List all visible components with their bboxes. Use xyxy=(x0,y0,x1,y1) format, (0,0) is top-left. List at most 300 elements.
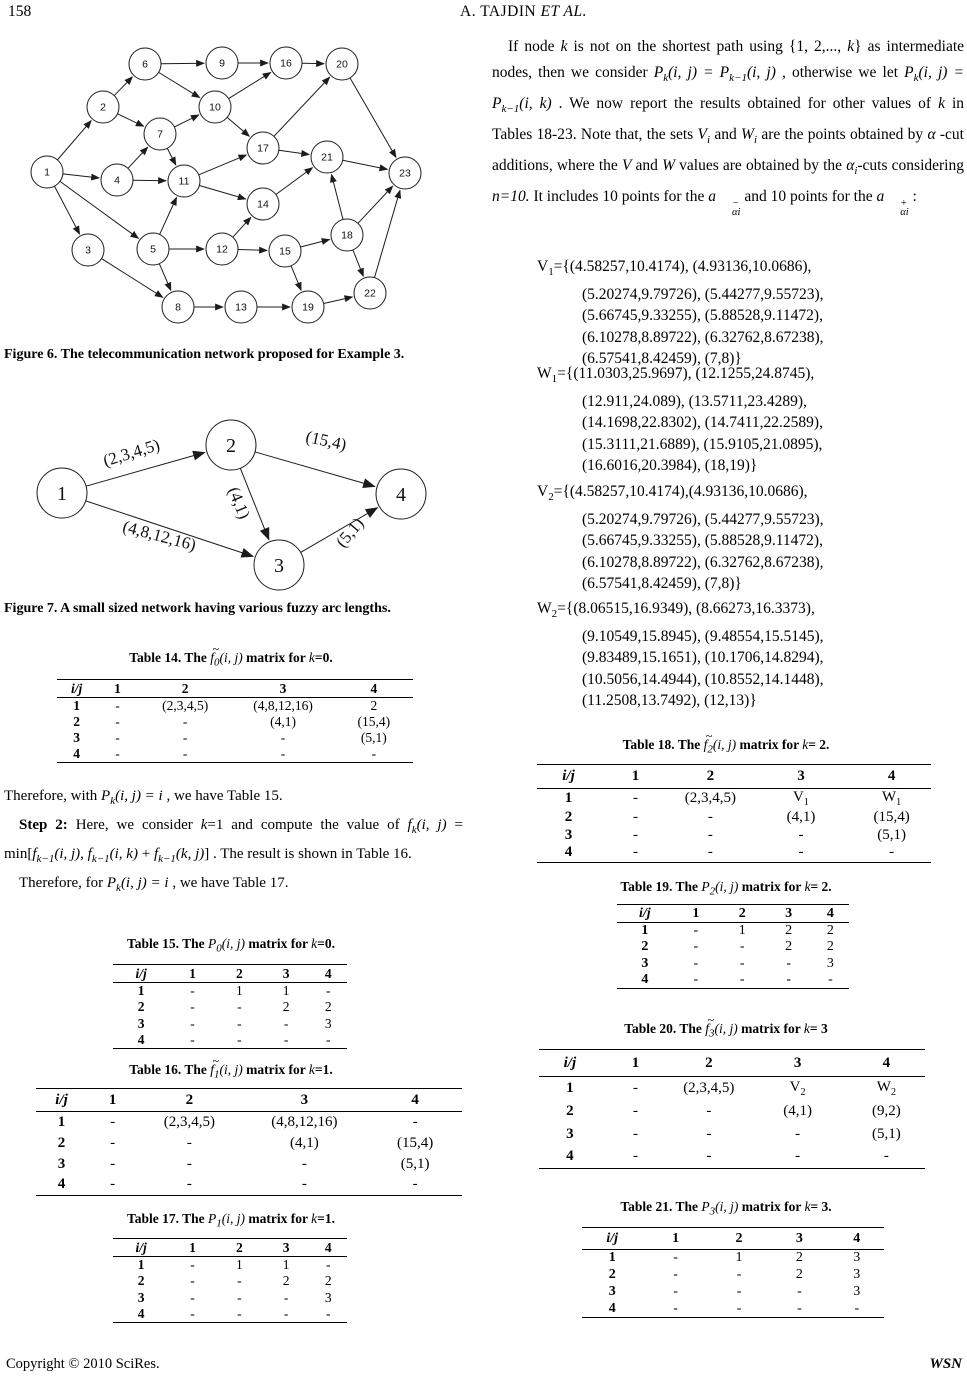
matrix-cell: - xyxy=(706,1148,712,1165)
matrix-cell: - xyxy=(786,955,791,971)
matrix-cell: - xyxy=(280,746,286,761)
node-10 xyxy=(199,91,231,123)
node-14 xyxy=(247,188,279,220)
matrix-cell: - xyxy=(632,808,638,825)
matrix-cell: 1 xyxy=(735,1250,743,1266)
row-header: 2 xyxy=(608,1267,616,1282)
set-line: (6.10278,8.89722), (6.32762,8.67238), xyxy=(582,328,824,346)
edge-5-11 xyxy=(160,197,177,234)
edge-2-6 xyxy=(114,77,132,96)
figure6-network-diagram xyxy=(22,36,462,338)
edge-label-1-3: (4,8,12,16) xyxy=(120,516,199,555)
node-label: 2 xyxy=(100,101,106,114)
column-header: 3 xyxy=(231,680,334,698)
matrix-cell: - xyxy=(190,1015,195,1031)
column-header: i/j xyxy=(582,1228,642,1250)
edge-label-2-4: (15,4) xyxy=(304,427,349,455)
row-header: 3 xyxy=(137,1289,145,1305)
matrix-cell: - xyxy=(707,826,713,843)
node-2 xyxy=(206,420,256,470)
column-header: i/j xyxy=(537,765,600,789)
column-header: 3 xyxy=(750,765,852,789)
edge-18-22 xyxy=(353,250,363,276)
row-header: 3 xyxy=(641,955,649,971)
node-12 xyxy=(206,233,238,265)
edge-7-11 xyxy=(167,148,176,165)
set-V2 xyxy=(492,481,964,595)
matrix-cell: - xyxy=(889,844,895,861)
table-21 xyxy=(582,1227,884,1318)
matrix-cell: 2 xyxy=(282,1273,290,1289)
edge-15-19 xyxy=(291,266,301,291)
table-row xyxy=(36,1154,462,1175)
table-18-title: Table 18. The ~ $f_2(i$, j) matrix for k= 2. xyxy=(622,729,830,756)
matrix-cell: 2 xyxy=(324,999,332,1015)
column-header: 1 xyxy=(169,1239,216,1257)
paragraph-step2: Step 2: Here, we consider k=1 and compute the value of $f_k(i$, $j) = \min[f_{k-1}(i$, j), $f_{k-1}(i$, $k) + f_{k-1}(k$, j)] . The result is shown in Table 16. xyxy=(4,817,463,865)
matrix-cell: - xyxy=(115,698,120,713)
set-line: $W_2=\{(8.06515,16.9349)$, (8.66273,16.3373), xyxy=(537,600,815,621)
set-line: (16.6016,20.3984), (18,19)} xyxy=(582,457,758,475)
matrix-cell: - xyxy=(673,1267,678,1282)
column-header: 1 xyxy=(600,765,671,789)
matrix-cell: (5,1) xyxy=(400,1155,430,1172)
matrix-cell: - xyxy=(795,1125,801,1142)
set-line: (6.10278,8.89722), (6.32762,8.67238), xyxy=(582,553,824,571)
set-line: (5.20274,9.79726), (5.44277,9.55723), xyxy=(582,510,824,528)
node-label: 17 xyxy=(257,142,269,155)
matrix-cell: - xyxy=(673,1284,678,1299)
table-15-title: Table 15. The $P_0(i$, j) matrix for k=0. xyxy=(127,936,335,955)
matrix-cell: - xyxy=(186,1176,192,1193)
row-header: 1 xyxy=(641,923,649,938)
matrix-cell: (2,3,4,5) xyxy=(684,790,736,806)
matrix-cell: - xyxy=(186,1134,192,1151)
column-header: 2 xyxy=(709,1228,769,1250)
row-header: 4 xyxy=(137,1032,145,1047)
matrix-cell: - xyxy=(326,983,331,998)
matrix-cell: - xyxy=(412,1176,418,1193)
row-header: 4 xyxy=(73,746,80,761)
matrix-cell: (4,1) xyxy=(289,1134,319,1151)
node-label: 15 xyxy=(279,245,291,258)
matrix-cell: (4,8,12,16) xyxy=(253,698,313,713)
column-header: i/j xyxy=(113,1239,169,1257)
set-line: (6.57541,8.42459), (7,8)} xyxy=(582,350,742,368)
matrix-cell: - xyxy=(237,1306,242,1321)
matrix-cell: - xyxy=(693,939,699,955)
node-label: 19 xyxy=(302,301,314,314)
matrix-cell: $V_1$ xyxy=(793,789,809,808)
edge-1-2 xyxy=(57,121,91,160)
matrix-cell: (2,3,4,5) xyxy=(683,1079,735,1096)
column-header: 3 xyxy=(769,1228,829,1250)
matrix-cell: - xyxy=(883,1148,889,1165)
matrix-cell: - xyxy=(412,1113,418,1130)
set-line: $V_1=\{(4.58257,10.4174)$, (4.93136,10.0686), xyxy=(537,258,812,279)
table-18-container xyxy=(537,764,931,863)
node-label: 3 xyxy=(85,244,91,257)
matrix-cell: (5,1) xyxy=(877,826,906,843)
column-header: 4 xyxy=(368,1089,462,1112)
matrix-cell: - xyxy=(283,1306,289,1321)
matrix-cell: 3 xyxy=(853,1284,861,1299)
node-label: 20 xyxy=(336,58,348,71)
matrix-cell: (5,1) xyxy=(360,730,387,745)
matrix-cell: $W_1$ xyxy=(882,789,902,808)
matrix-cell: (9,2) xyxy=(872,1102,901,1119)
matrix-cell: - xyxy=(707,844,713,861)
row-header: 1 xyxy=(57,1113,66,1130)
matrix-cell: - xyxy=(283,1289,289,1305)
journal-abbreviation: WSN xyxy=(929,1356,962,1372)
column-header: 3 xyxy=(263,965,310,983)
paragraph: Therefore, with $P_k(i$, j) = i , we have Table 15. xyxy=(4,788,283,807)
row-header: 4 xyxy=(641,972,649,987)
matrix-cell: 2 xyxy=(826,939,834,955)
table-row xyxy=(537,808,931,826)
matrix-cell: - xyxy=(736,1267,742,1282)
table-15-container xyxy=(113,964,347,1049)
node-22 xyxy=(354,277,386,309)
table-row xyxy=(113,999,347,1016)
column-header: 1 xyxy=(673,905,719,923)
table-row xyxy=(113,1032,347,1049)
edge-4-7 xyxy=(128,147,148,168)
set-line: (9.83489,15.1651), (10.1706,14.8294), xyxy=(582,649,824,667)
matrix-cell: - xyxy=(115,746,120,761)
matrix-cell: $V_2$ xyxy=(789,1078,806,1098)
table-16-container xyxy=(36,1088,462,1196)
page-number: 158 xyxy=(8,3,32,20)
node-11 xyxy=(168,165,200,197)
matrix-cell: - xyxy=(798,826,804,843)
set-line: (14.1698,22.8302), (14.7411,22.2589), xyxy=(582,414,823,432)
matrix-cell: - xyxy=(632,826,638,843)
left-column-paragraphs xyxy=(4,784,463,900)
matrix-cell: - xyxy=(237,1273,242,1289)
matrix-cell: - xyxy=(115,730,120,745)
node-label: 9 xyxy=(219,57,225,70)
edge-label-2-3: (4,1) xyxy=(224,484,255,522)
node-4 xyxy=(376,469,426,519)
node-label: 3 xyxy=(274,554,284,577)
node-label: 2 xyxy=(226,434,236,457)
matrix-cell: 2 xyxy=(795,1250,803,1266)
edge-20-23 xyxy=(350,78,396,158)
column-header: 2 xyxy=(216,1239,263,1257)
edge-label-1-2: (2,3,4,5) xyxy=(100,435,162,471)
set-line: (5.20274,9.79726), (5.44277,9.55723), xyxy=(582,285,824,303)
matrix-cell: (4,1) xyxy=(786,808,816,825)
table-row xyxy=(537,826,931,844)
row-header: 4 xyxy=(608,1300,616,1316)
matrix-cell: - xyxy=(182,746,188,761)
matrix-cell: - xyxy=(706,1102,712,1119)
matrix-cell: - xyxy=(190,1257,195,1272)
matrix-cell: - xyxy=(280,730,286,745)
column-header: 4 xyxy=(812,905,849,923)
matrix-cell: - xyxy=(110,1134,116,1151)
node-label: 1 xyxy=(57,482,67,505)
column-header: 3 xyxy=(747,1050,847,1077)
table-row xyxy=(36,1175,462,1196)
table-row xyxy=(539,1100,925,1123)
column-header: 4 xyxy=(852,765,931,789)
matrix-cell: 1 xyxy=(282,983,290,998)
table-row xyxy=(617,956,849,973)
running-head: A. TAJDIN ET AL. xyxy=(460,3,587,20)
node-1 xyxy=(31,156,63,188)
matrix-cell: 2 xyxy=(282,999,290,1015)
node-label: 8 xyxy=(175,301,181,314)
set-V1 xyxy=(492,256,964,370)
node-7 xyxy=(144,118,176,150)
edge-18-23 xyxy=(358,186,393,223)
matrix-cell: - xyxy=(237,999,242,1015)
row-header: 1 xyxy=(137,1257,145,1272)
matrix-cell: (5,1) xyxy=(872,1125,901,1142)
matrix-cell: - xyxy=(190,1306,195,1321)
node-21 xyxy=(311,141,343,173)
table-row xyxy=(113,1273,347,1290)
row-header: 3 xyxy=(608,1284,616,1299)
matrix-cell: - xyxy=(190,983,195,998)
set-line: (11.2508,13.7492), (12,13)} xyxy=(582,692,757,710)
matrix-cell: - xyxy=(301,1155,307,1172)
table-18 xyxy=(537,764,931,863)
row-header: 2 xyxy=(566,1102,574,1119)
row-header: 1 xyxy=(608,1250,616,1266)
edge-2-4 xyxy=(255,452,375,487)
table-row xyxy=(57,730,413,746)
set-line: (12.911,24.089), (13.5711,23.4289), xyxy=(582,392,807,410)
matrix-cell: - xyxy=(186,1155,192,1172)
table-row xyxy=(113,1290,347,1307)
edge-11-14 xyxy=(199,185,245,198)
matrix-cell: (4,8,12,16) xyxy=(271,1113,338,1130)
matrix-cell: - xyxy=(632,1148,638,1165)
table-14 xyxy=(57,679,413,763)
column-header: 3 xyxy=(240,1089,368,1112)
matrix-cell: 3 xyxy=(853,1267,861,1282)
table-21-container xyxy=(582,1227,884,1318)
matrix-cell: (15,4) xyxy=(357,714,391,729)
table-17-container xyxy=(113,1238,347,1323)
column-header: 2 xyxy=(216,965,263,983)
edge-17-21 xyxy=(279,150,309,154)
matrix-cell: - xyxy=(632,790,638,806)
node-2 xyxy=(87,91,119,123)
node-9 xyxy=(206,47,238,79)
matrix-cell: 2 xyxy=(785,939,793,955)
node-15 xyxy=(269,235,301,267)
column-header: 4 xyxy=(310,965,347,983)
column-header: 2 xyxy=(670,1050,747,1077)
table-row xyxy=(113,1306,347,1323)
matrix-cell: - xyxy=(371,746,377,761)
matrix-cell: 3 xyxy=(853,1250,861,1266)
edge-15-18 xyxy=(300,239,329,247)
matrix-cell: - xyxy=(110,1113,116,1130)
column-header: i/j xyxy=(617,905,673,923)
column-header: 2 xyxy=(719,905,765,923)
node-18 xyxy=(331,219,363,251)
matrix-cell: 1 xyxy=(235,983,243,998)
column-header: i/j xyxy=(57,680,96,698)
matrix-cell: - xyxy=(693,923,699,938)
column-header: i/j xyxy=(36,1089,87,1112)
table-row xyxy=(582,1284,884,1301)
matrix-cell: $W_2$ xyxy=(876,1078,896,1098)
edge-14-21 xyxy=(276,168,313,195)
table-row xyxy=(617,939,849,956)
matrix-cell: 2 xyxy=(324,1273,332,1289)
matrix-cell: 1 xyxy=(738,923,746,938)
node-label: 7 xyxy=(157,128,163,141)
matrix-cell: - xyxy=(115,714,120,729)
column-header: 3 xyxy=(765,905,811,923)
set-line: (5.66745,9.33255), (5.88528,9.11472), xyxy=(582,532,823,550)
figure7-caption: Figure 7. A small sized network having various fuzzy arc lengths. xyxy=(4,601,391,616)
row-header: 1 xyxy=(564,790,573,806)
matrix-cell: - xyxy=(854,1300,860,1316)
matrix-cell: (4,1) xyxy=(783,1102,812,1119)
node-label: 4 xyxy=(396,483,406,506)
table-row xyxy=(539,1077,925,1100)
table-row xyxy=(537,844,931,862)
paragraph: Therefore, for $P_k(i$, j) = i , we have Table 17. xyxy=(19,875,289,894)
matrix-cell: 1 xyxy=(235,1257,243,1272)
node-label: 13 xyxy=(235,301,247,314)
column-header: i/j xyxy=(113,965,169,983)
matrix-cell: - xyxy=(786,972,791,987)
node-label: 23 xyxy=(399,167,411,180)
row-header: 2 xyxy=(564,808,573,825)
node-17 xyxy=(247,132,279,164)
node-label: 12 xyxy=(216,243,228,256)
matrix-cell: (15,4) xyxy=(397,1134,434,1151)
matrix-cell: (15,4) xyxy=(873,808,910,825)
table-20-title: Table 20. The ~ $f_3(i$, j) matrix for k= 3 xyxy=(624,1013,828,1040)
matrix-cell: - xyxy=(301,1176,307,1193)
column-header: 3 xyxy=(263,1239,310,1257)
column-header: i/j xyxy=(539,1050,601,1077)
edge-22-23 xyxy=(374,190,399,277)
table-19-title: Table 19. The $P_2(i$, j) matrix for k= 2. xyxy=(620,879,832,898)
edge-21-23 xyxy=(343,160,388,169)
column-header: 2 xyxy=(139,680,232,698)
edge-12-14 xyxy=(233,217,251,237)
table-row xyxy=(582,1250,884,1267)
matrix-cell: - xyxy=(706,1125,712,1142)
set-line: $W_1=\{(11.0303,25.9697)$, (12.1255,24.8745), xyxy=(537,365,815,386)
set-line: (15.3111,21.6889), (15.9105,21.0895), xyxy=(582,435,823,453)
table-row xyxy=(539,1123,925,1146)
matrix-cell: - xyxy=(237,1032,242,1047)
matrix-cell: - xyxy=(632,1102,638,1119)
row-header: 4 xyxy=(57,1176,66,1193)
table-row xyxy=(113,1257,347,1274)
node-23 xyxy=(389,157,421,189)
node-label: 22 xyxy=(364,287,376,300)
column-header: 2 xyxy=(671,765,750,789)
table-row xyxy=(539,1146,925,1169)
table-row xyxy=(36,1112,462,1133)
table-19-container xyxy=(617,904,849,989)
column-header: 1 xyxy=(96,680,139,698)
row-header: 3 xyxy=(73,730,80,745)
figure7-network-diagram xyxy=(18,402,458,600)
matrix-cell: 2 xyxy=(370,698,378,713)
matrix-cell: - xyxy=(797,1284,802,1299)
column-header: 1 xyxy=(169,965,216,983)
table-15 xyxy=(113,964,347,1049)
right-column-paragraph: If node k is not on the shortest path using {1, 2,..., k} as intermediate nodes, then we consider $P_k(i$, $j) = P_{k-1}(i$, j) , otherwise we let $P_k(i$, $j) = P_{k-1}(i$, k) . We now report the results obtained for other values of k in Tables 18-23. Note that, the sets $V_i$ and $W_i$ are the points obtained by α -cut additions, where the V and W values are obtained by the $\alpha_i$-cuts considering n=10. It includes 10 points for the a − αi and 10 points for the a + αi : xyxy=(492,38,965,219)
row-header: 3 xyxy=(566,1125,574,1142)
table-row xyxy=(57,714,413,730)
matrix-cell: - xyxy=(693,955,699,971)
matrix-cell: - xyxy=(326,1032,331,1047)
column-header: 4 xyxy=(848,1050,925,1077)
edge-19-22 xyxy=(324,297,353,304)
edge-6-9 xyxy=(161,63,204,64)
node-20 xyxy=(326,48,358,80)
column-header: 4 xyxy=(335,680,413,698)
matrix-cell: - xyxy=(739,939,745,955)
row-header: 2 xyxy=(57,1134,66,1151)
matrix-cell: - xyxy=(283,1032,289,1047)
node-label: 6 xyxy=(142,58,148,71)
row-header: 2 xyxy=(137,1273,145,1289)
row-header: 2 xyxy=(73,714,80,729)
table-row xyxy=(36,1133,462,1154)
matrix-cell: 3 xyxy=(324,1015,332,1031)
matrix-cell: (4,1) xyxy=(270,714,296,729)
node-6 xyxy=(129,48,161,80)
table-row xyxy=(57,746,413,763)
node-19 xyxy=(292,291,324,323)
matrix-cell: 1 xyxy=(282,1257,290,1272)
matrix-cell: - xyxy=(707,808,713,825)
node-8 xyxy=(162,291,194,323)
node-13 xyxy=(225,291,257,323)
table-row xyxy=(582,1301,884,1318)
matrix-cell: - xyxy=(632,844,638,861)
set-line: $V_2=\{(4.58257,10.4174),(4.93136,10.0686)$, xyxy=(537,483,808,504)
set-W2 xyxy=(492,598,964,712)
figure6-caption: Figure 6. The telecommunication network proposed for Example 3. xyxy=(4,347,405,362)
edge-18-21 xyxy=(331,174,343,219)
matrix-cell: - xyxy=(736,1300,742,1316)
node-label: 18 xyxy=(341,229,353,242)
matrix-cell: 2 xyxy=(826,923,834,938)
row-header: 3 xyxy=(137,1015,145,1031)
matrix-cell: 3 xyxy=(324,1289,332,1305)
column-header: 2 xyxy=(138,1089,240,1112)
set-line: (5.66745,9.33255), (5.88528,9.11472), xyxy=(582,307,823,325)
matrix-cell: - xyxy=(190,1289,195,1305)
table-21-title: Table 21. The $P_3(i$, j) matrix for k= 3. xyxy=(620,1199,832,1218)
edge-11-17 xyxy=(199,155,247,175)
matrix-cell: - xyxy=(326,1306,331,1321)
row-header: 3 xyxy=(564,826,573,843)
matrix-cell: 3 xyxy=(826,955,834,971)
matrix-cell: - xyxy=(110,1176,116,1193)
matrix-cell: (2,3,4,5) xyxy=(163,1113,215,1130)
edge-2-7 xyxy=(117,114,143,126)
table-14-title: Table 14. The ~ $f_0(i$, j) matrix for k=0. xyxy=(129,642,333,669)
